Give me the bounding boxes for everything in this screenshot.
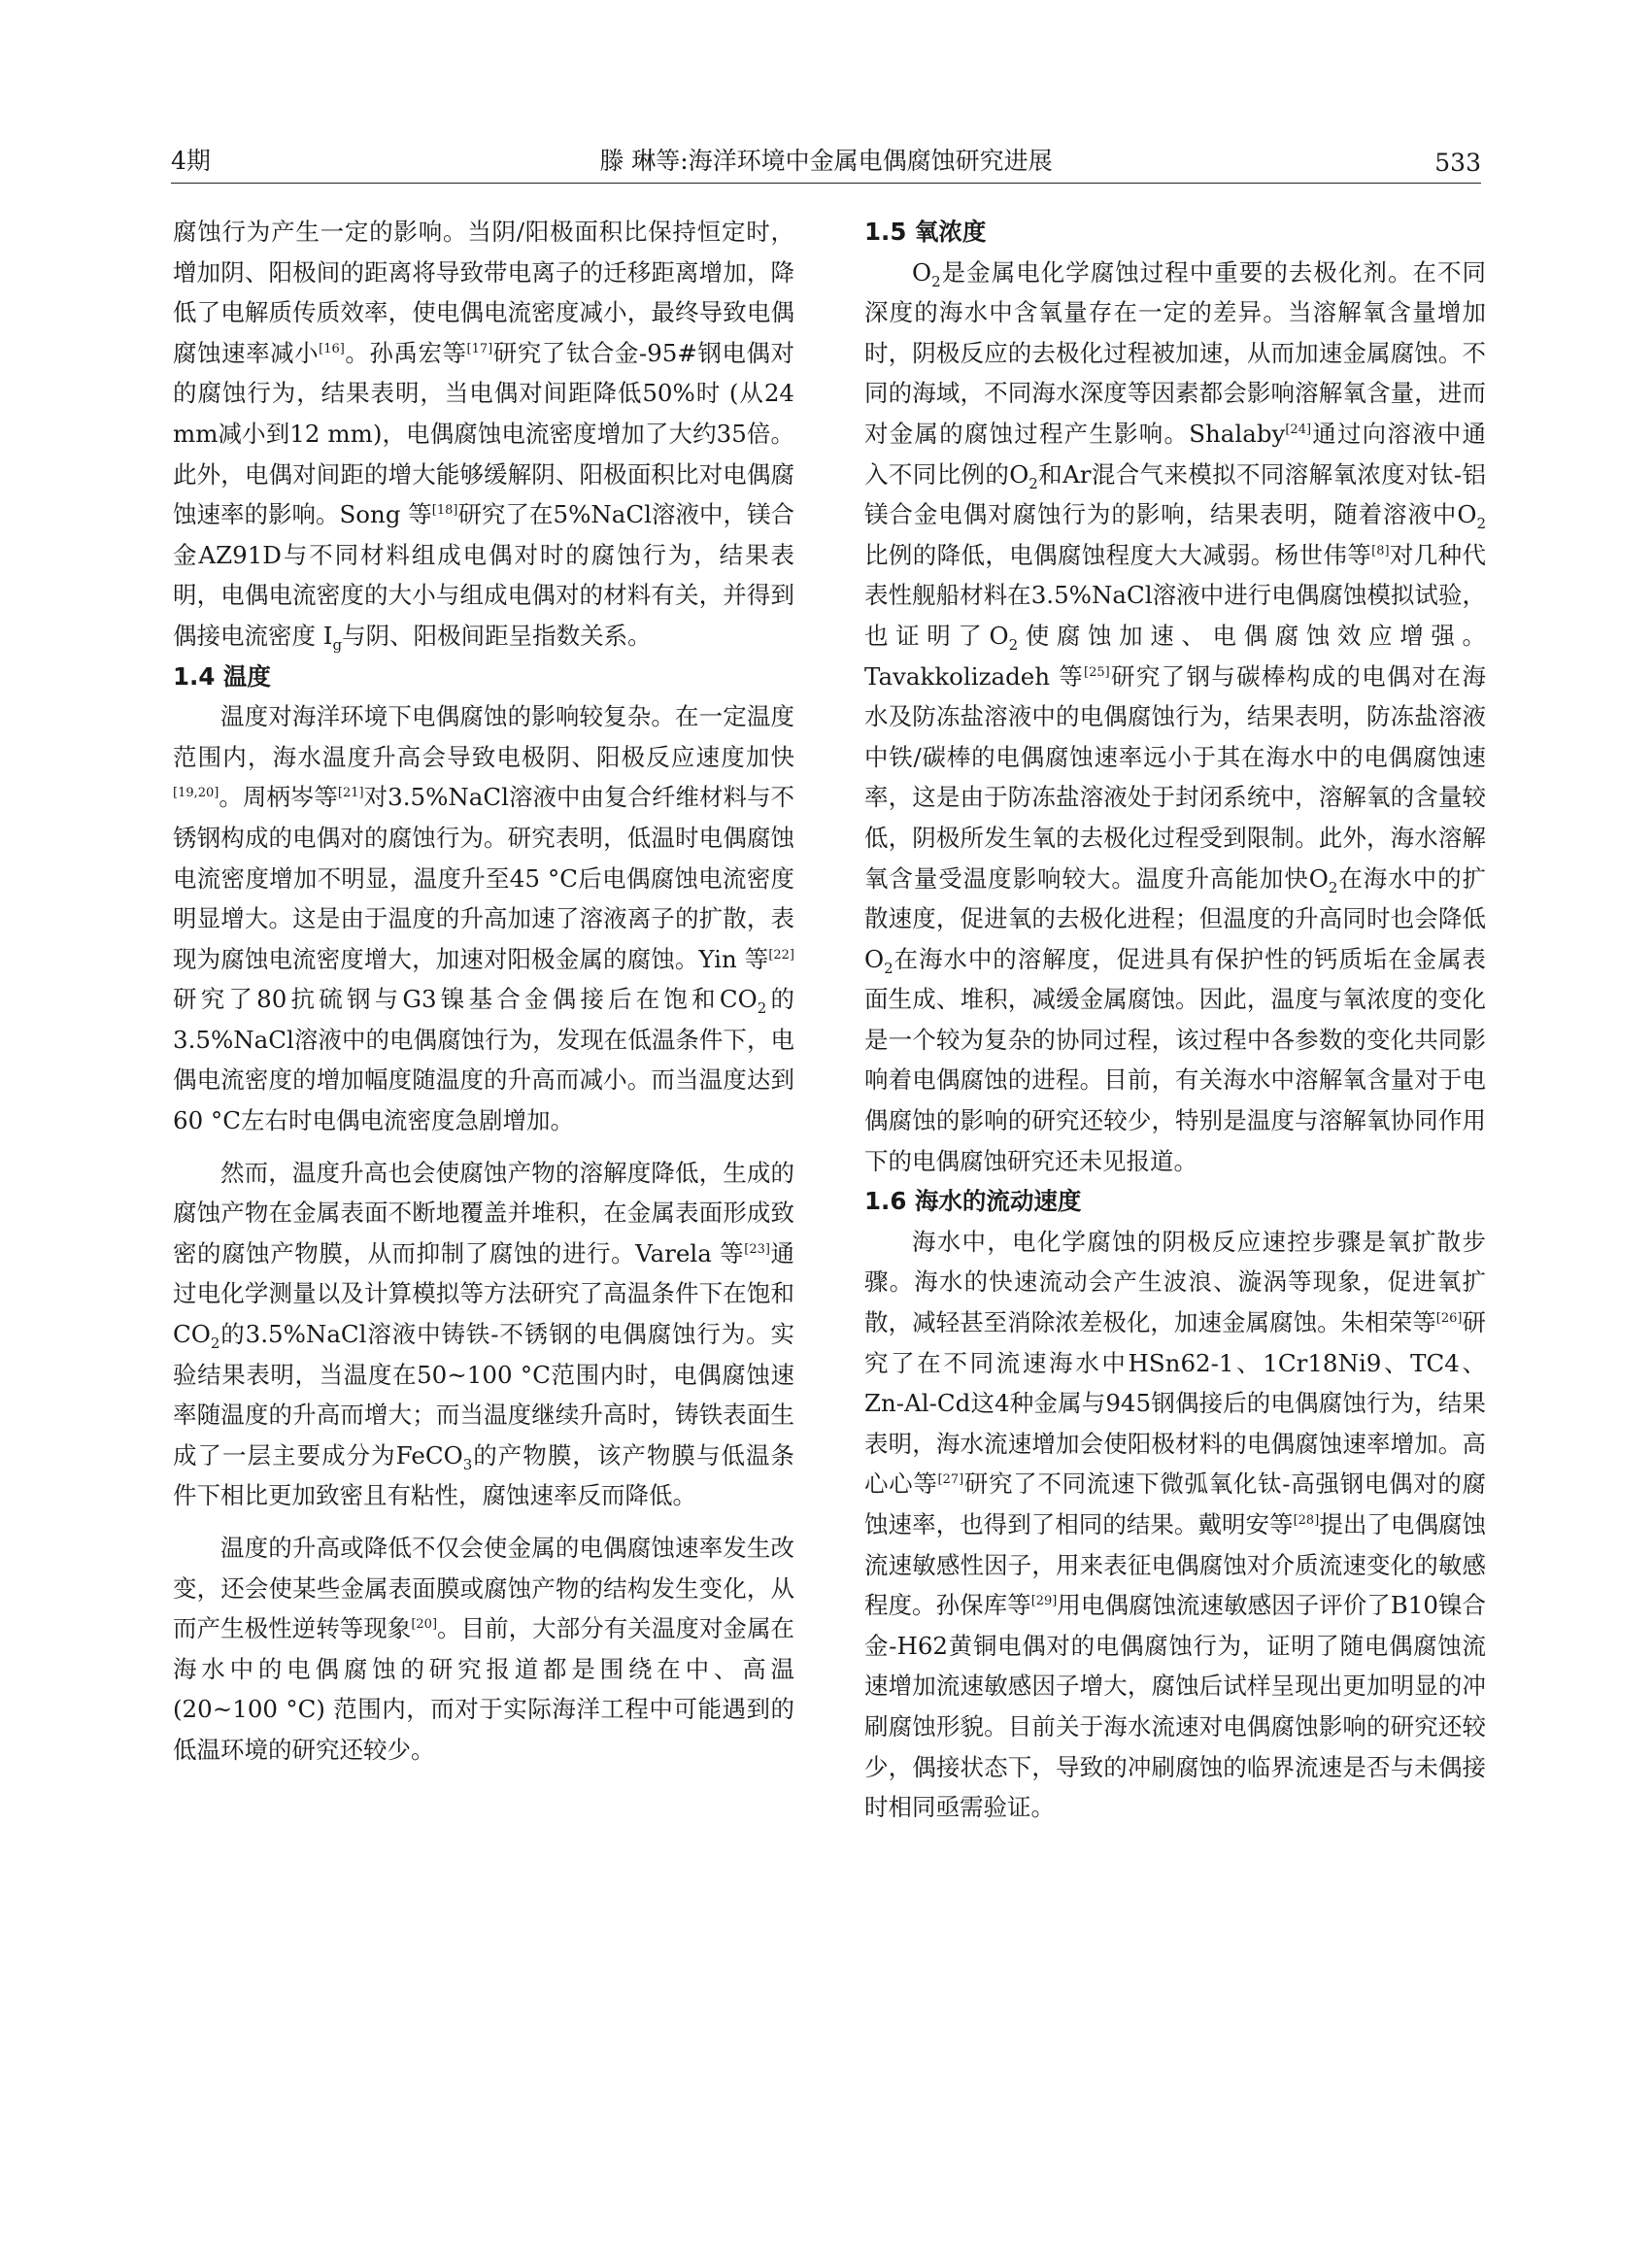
paragraph: 温度的升高或降低不仅会使金属的电偶腐蚀速率发生改变，还会使某些金属表面膜或腐蚀产物的结构发生变化，从而产生极性逆转等现象[20]。目前，大部分有关温度对金属在海水中的电偶腐蚀的研究报道都是围绕在中、高温 (20~100 °C) 范围内，而对于实际海洋工程中可能遇到的低温环境的研究还较少。 xyxy=(173,1534,795,1764)
running-title: 滕 琳等:海洋环境中金属电偶腐蚀研究进展 xyxy=(599,147,1053,175)
section-heading: 1.6 海水的流动速度 xyxy=(864,1187,1082,1216)
section-heading: 1.4 温度 xyxy=(173,661,271,691)
paragraph: 然而，温度升高也会使腐蚀产物的溶解度降低，生成的腐蚀产物在金属表面不断地覆盖并堆积，在金属表面形成致密的腐蚀产物膜，从而抑制了腐蚀的进行。Varela 等[23]通过电化学测量以及计算模拟等方法研究了高温条件下在饱和$CO_2$的3.5%NaCl溶液中铸铁-不锈钢的电偶腐蚀行为。实验结果表明，当温度在50~100 °C范围内时，电偶腐蚀速率随温度的升高而增大；而当温度继续升高时，铸铁表面生成了一层主要成分为FeCO$_3$的产物膜，该产物膜与低温条件下相比更加致密且有粘性，腐蚀速率反而降低。 xyxy=(173,1158,795,1510)
section-heading: 1.5 氧浓度 xyxy=(864,218,987,246)
paragraph: 腐蚀行为产生一定的影响。当阴/阳极面积比保持恒定时，增加阴、阳极间的距离将导致带电离子的迁移距离增加，降低了电解质传质效率，使电偶电流密度减小，最终导致电偶腐蚀速率减小[16]。孙禹宏等[17]研究了钛合金-95#钢电偶对的腐蚀行为，结果表明，当电偶对间距降低50%时 (从24 mm减小到12 mm)，电偶腐蚀电流密度增加了大约35倍。此外，电偶对间距的增大能够缓解阴、阳极面积比对电偶腐蚀速率的影响。Song 等[18]研究了在5%NaCl溶液中，镁合金AZ91D与不同材料组成电偶对时的腐蚀行为，结果表明，电偶电流密度的大小与组成电偶对的材料有关，并得到偶接电流密度 $I_g$与阴、阳极间距呈指数关系。 xyxy=(173,218,795,654)
paragraph: 温度对海洋环境下电偶腐蚀的影响较复杂。在一定温度范围内，海水温度升高会导致电极阴、阳极反应速度加快[19,20]。周柄岑等[21]对3.5%NaCl溶液中由复合纤维材料与不锈钢构成的电偶对的腐蚀行为。研究表明，低温时电偶腐蚀电流密度增加不明显，温度升至45 °C后电偶腐蚀电流密度明显增大。这是由于温度的升高加速了溶液离子的扩散，表现为腐蚀电流密度增大，加速对阳极金属的腐蚀。Yin 等[22]研究了80抗硫钢与G3镍基合金偶接后在饱和$CO_2$的3.5%NaCl溶液中的电偶腐蚀行为，发现在低温条件下，电偶电流密度的增加幅度随温度的升高而减小。而当温度达到60 °C左右时电偶电流密度急剧增加。 xyxy=(173,702,795,1135)
issue-label: 4期 xyxy=(171,147,211,175)
page-number: 533 xyxy=(1434,149,1481,177)
right-column xyxy=(864,212,1486,1828)
left-column xyxy=(173,212,794,1771)
paragraph: 海水中，电化学腐蚀的阴极反应速控步骤是氧扩散步骤。海水的快速流动会产生波浪、漩涡等现象，促进氧扩散，减轻甚至消除浓差极化，加速金属腐蚀。朱相荣等[26]研究了在不同流速海水中HSn62-1、1Cr18Ni9、TC4、Zn-Al-Cd这4种金属与945钢偶接后的电偶腐蚀行为，结果表明，海水流速增加会使阳极材料的电偶腐蚀速率增加。高心心等[27]研究了不同流速下微弧氧化钛-高强钢电偶对的腐蚀速率，也得到了相同的结果。戴明安等[28]提出了电偶腐蚀流速敏感性因子，用来表征电偶腐蚀对介质流速变化的敏感程度。孙保库等[29]用电偶腐蚀流速敏感因子评价了B10镍合金-H62黄铜电偶对的电偶腐蚀行为，证明了随电偶腐蚀流速增加流速敏感因子增大，腐蚀后试样呈现出更加明显的冲刷腐蚀形貌。目前关于海水流速对电偶腐蚀影响的研究还较少，偶接状态下，导致的冲刷腐蚀的临界流速是否与未偶接时相同亟需验证。 xyxy=(864,1227,1487,1822)
paragraph: $O_2$是金属电化学腐蚀过程中重要的去极化剂。在不同深度的海水中含氧量存在一定的差异。当溶解氧含量增加时，阴极反应的去极化过程被加速，从而加速金属腐蚀。不同的海域，不同海水深度等因素都会影响溶解氧含量，进而对金属的腐蚀过程产生影响。Shalaby[24]通过向溶液中通入不同比例的$O_2$和Ar混合气来模拟不同溶解氧浓度对钛-铝镁合金电偶对腐蚀行为的影响，结果表明，随着溶液中$O_2$比例的降低，电偶腐蚀程度大大减弱。杨世伟等[8]对几种代表性舰船材料在3.5%NaCl溶液中进行电偶腐蚀模拟试验，也证明了$O_2$使腐蚀加速、电偶腐蚀效应增强。Tavakkolizadeh 等[25]研究了钢与碳棒构成的电偶对在海水及防冻盐溶液中的电偶腐蚀行为，结果表明，防冻盐溶液中铁/碳棒的电偶腐蚀速率远小于其在海水中的电偶腐蚀速率，这是由于防冻盐溶液处于封闭系统中，溶解氧的含量较低，阴极所发生氧的去极化过程受到限制。此外，海水溶解氧含量受温度影响较大。温度升高能加快$O_2$在海水中的扩散速度，促进氧的去极化进程；但温度的升高同时也会降低$O_2$在海水中的溶解度，促进具有保护性的钙质垢在金属表面生成、堆积，减缓金属腐蚀。因此，温度与氧浓度的变化是一个较为复杂的协同过程，该过程中各参数的变化共同影响着电偶腐蚀的进程。目前，有关海水中溶解氧含量对于电偶腐蚀的影响的研究还较少，特别是温度与溶解氧协同作用下的电偶腐蚀研究还未见报道。 xyxy=(864,257,1487,1175)
running-header xyxy=(171,134,1481,184)
